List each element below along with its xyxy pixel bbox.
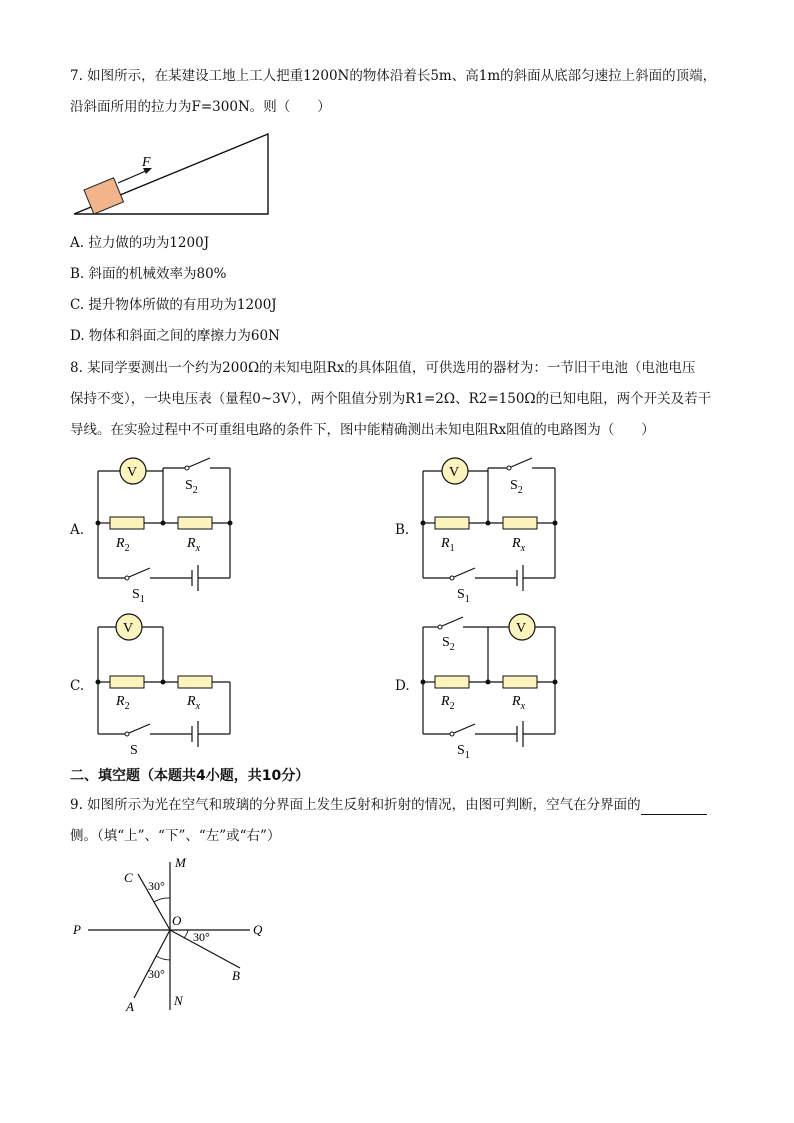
circuit-c-letter: C. xyxy=(70,678,85,694)
r-left-label: $R_2$ xyxy=(116,694,130,712)
block xyxy=(84,178,123,214)
q8-stem-line3: 导线。在实验过程中不可重组电路的条件下，图中能精确测出未知电阻Rx阻值的电路图为（ ） xyxy=(70,422,655,438)
incline-figure xyxy=(70,128,275,220)
q7-option-b: B. 斜面的机械效率为80% xyxy=(70,266,227,282)
q7-option-a: A. 拉力做的功为1200J xyxy=(70,235,210,251)
q8-stem-line1: 8. 某同学要测出一个约为200Ω的未知电阻Rx的具体阻值，可供选用的器材为：一节旧干电池（电池电压 xyxy=(70,360,696,376)
r-left-label: $R_2$ xyxy=(441,694,455,712)
circuit-a xyxy=(90,455,240,605)
circuit-c xyxy=(90,612,240,762)
circuit-b xyxy=(415,455,565,605)
label-b: B xyxy=(232,968,240,983)
section-heading: 二、填空题（本题共4小题，共10分） xyxy=(70,768,310,784)
label-o: O xyxy=(172,913,182,928)
label-c: C xyxy=(124,870,133,885)
switch-top-label: $S_2$ xyxy=(442,635,455,653)
q8-stem-line2: 保持不变），一块电压表（量程0~3V），两个阻值分别为R1=2Ω、R2=150Ω的已知电阻，两个开关及若干 xyxy=(70,391,712,407)
voltmeter-label: V xyxy=(449,465,460,480)
switch-bottom-label: S xyxy=(130,743,138,758)
voltmeter-label: V xyxy=(516,621,527,636)
voltmeter-label: V xyxy=(127,465,138,480)
force-label: F xyxy=(142,155,151,170)
circuit-d-letter: D. xyxy=(395,678,410,694)
r-right-label: $R_x$ xyxy=(512,694,526,712)
answer-blank[interactable] xyxy=(641,800,707,815)
circuit-b-letter: B. xyxy=(395,522,410,538)
angle-right: 30° xyxy=(193,930,210,944)
circuit-a-letter: A. xyxy=(70,522,85,538)
angle-bottom: 30° xyxy=(148,967,165,981)
voltmeter-label: V xyxy=(123,621,134,636)
q7-option-d: D. 物体和斜面之间的摩擦力为60N xyxy=(70,328,280,344)
r-left-label: $R_1$ xyxy=(441,536,455,554)
r-right-label: $R_x$ xyxy=(512,536,526,554)
switch-bottom-label: $S_1$ xyxy=(457,587,470,605)
circuit-d xyxy=(415,612,565,762)
switch-top-label: $S_2$ xyxy=(185,478,198,496)
q9-stem-line1: 9. 如图所示为光在空气和玻璃的分界面上发生反射和折射的情况，由图可判断，空气在分界面的 xyxy=(70,795,707,815)
r-right-label: $R_x$ xyxy=(187,536,201,554)
label-p: P xyxy=(73,922,81,937)
r-right-label: $R_x$ xyxy=(187,694,201,712)
r-left-label: $R_2$ xyxy=(116,536,130,554)
switch-bottom-label: $S_1$ xyxy=(457,743,470,761)
label-a: A xyxy=(126,999,134,1014)
q9-stem-line2: 侧。（填“上”、“下”、“左”或“右”） xyxy=(70,828,281,844)
switch-bottom-label: $S_1$ xyxy=(132,587,145,605)
label-q: Q xyxy=(253,922,263,937)
q7-stem-line2: 沿斜面所用的拉力为F=300N。则（ ） xyxy=(70,99,331,115)
label-n: N xyxy=(174,993,183,1008)
q7-option-c: C. 提升物体所做的有用功为1200J xyxy=(70,297,277,313)
switch-top-label: $S_2$ xyxy=(510,478,523,496)
q7-stem-line1: 7. 如图所示，在某建设工地上工人把重1200N的物体沿着长5m、高1m的斜面从底部匀速拉上斜面的顶端， xyxy=(70,68,717,84)
refraction-figure xyxy=(70,850,280,1020)
label-m: M xyxy=(175,855,186,870)
angle-top: 30° xyxy=(148,879,165,893)
